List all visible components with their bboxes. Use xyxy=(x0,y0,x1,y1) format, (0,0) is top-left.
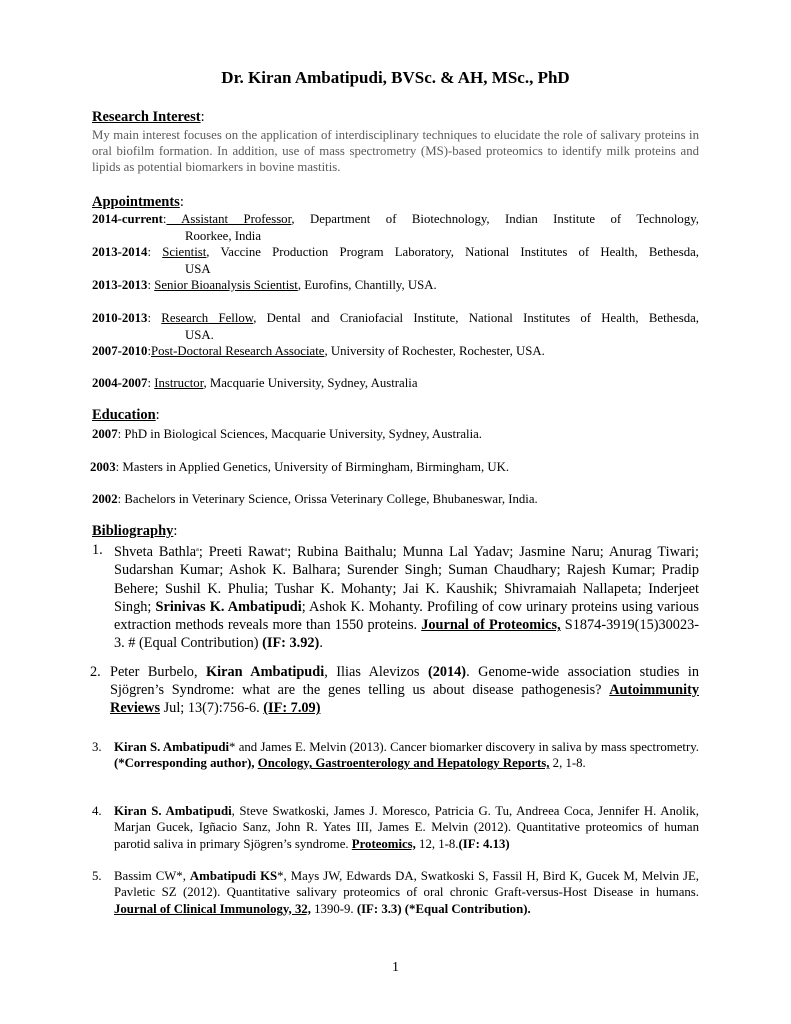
bibliography-entry: 3. Kiran S. Ambatipudi* and James E. Melvin (2013). Cancer biomarker discovery in saliva by mass spectrometry. (*Corresponding author), Oncology, Gastroenterology and Hepatology Reports, 2, 1-8. xyxy=(92,740,699,771)
bibliography-entry: 5. Bassim CW*, Ambatipudi KS*, Mays JW, Edwards DA, Swatkoski S, Fassil H, Bird K, Gucek M, Melvin JE, Pavletic SZ (2012). Quantitative salivary proteomics of oral chronic Graft-versus-Host Disease in humans. Journal of Clinical Immunology, 32, 1390-9. (IF: 3.3) (*Equal Contribution). xyxy=(92,869,699,916)
bibliography-entry: 1. Shveta Bathla$^a$; Preeti Rawat$^a$; Rubina Baithalu; Munna Lal Yadav; Jasmine Naru; Anurag Tiwari; Sudarshan Kumar; Ashok K. Balhara; Surender Singh; Suman Chaudhary; Rajesh Kumar; Pradip Behere; Sushil K. Phulia; Tushar K. Mohanty; Jai K. Kaushik; Shivramaiah Nallapeta; Inderjeet Singh; Srinivas K. Ambatipudi; Ashok K. Mohanty. Profiling of cow urinary proteins using various extraction methods reveals more than 1550 proteins. Journal of Proteomics, S1874-3919(15)30023-3. # (Equal Contribution) (IF: 3.92). xyxy=(92,542,700,652)
education-item: 2007: PhD in Biological Sciences, Macquarie University, Sydney, Australia. xyxy=(92,427,482,441)
research-interest-heading: Research Interest: xyxy=(92,109,205,125)
education-item: 2002: Bachelors in Veterinary Science, Orissa Veterinary College, Bhubaneswar, India. xyxy=(92,492,538,506)
appointment-item: 2007-2010:Post-Doctoral Research Associate, University of Rochester, Rochester, USA. xyxy=(92,344,545,358)
appointment-item: 2013-2013: Senior Bioanalysis Scientist, Eurofins, Chantilly, USA. xyxy=(92,278,437,292)
research-interest-text: My main interest focuses on the application of interdisciplinary techniques to elucidate the role of salivary proteins in oral biofilm formation. In addition, use of mass spectrometry (MS)-based proteomics to identify milk proteins and lipids as potential biomarkers in bovine mastitis. xyxy=(92,128,699,175)
appointment-item: 2010-2013: Research Fellow, Dental and Craniofacial Institute, National Institutes of Health, Bethesda, USA. xyxy=(92,311,699,342)
appointment-item: 2014-current: Assistant Professor, Department of Biotechnology, Indian Institute of Technology, Roorkee, India xyxy=(92,212,699,243)
appointments-heading: Appointments: xyxy=(92,194,184,210)
bibliography-entry: 4. Kiran S. Ambatipudi, Steve Swatkoski, James J. Moresco, Patricia G. Tu, Andreea Coca, Jennifer H. Anolik, Marjan Gucek, Igñacio Sanz, John R. Yates III, James E. Melvin (2012). Quantitative proteomics of human parotid saliva in primary Sjögren’s syndrome. Proteomics, 12, 1-8.(IF: 4.13) xyxy=(92,804,699,851)
appointment-item: 2004-2007: Instructor, Macquarie University, Sydney, Australia xyxy=(92,376,418,390)
page-number: 1 xyxy=(392,960,399,975)
bibliography-heading: Bibliography: xyxy=(92,523,178,539)
education-heading: Education: xyxy=(92,407,160,423)
education-item: 2003: Masters in Applied Genetics, University of Birmingham, Birmingham, UK. xyxy=(90,460,510,474)
bibliography-entry: 2. Peter Burbelo, Kiran Ambatipudi, Ilias Alevizos (2014). Genome-wide association studies in Sjögren’s Syndrome: what are the genes telling us about disease pathogenesis? Autoimmunity Reviews Jul; 13(7):756-6. (IF: 7.09) xyxy=(90,664,700,716)
page-title: Dr. Kiran Ambatipudi, BVSc. & AH, MSc., PhD xyxy=(221,68,570,87)
appointment-item: 2013-2014: Scientist, Vaccine Production Program Laboratory, National Institutes of Health, Bethesda, USA xyxy=(92,245,699,276)
